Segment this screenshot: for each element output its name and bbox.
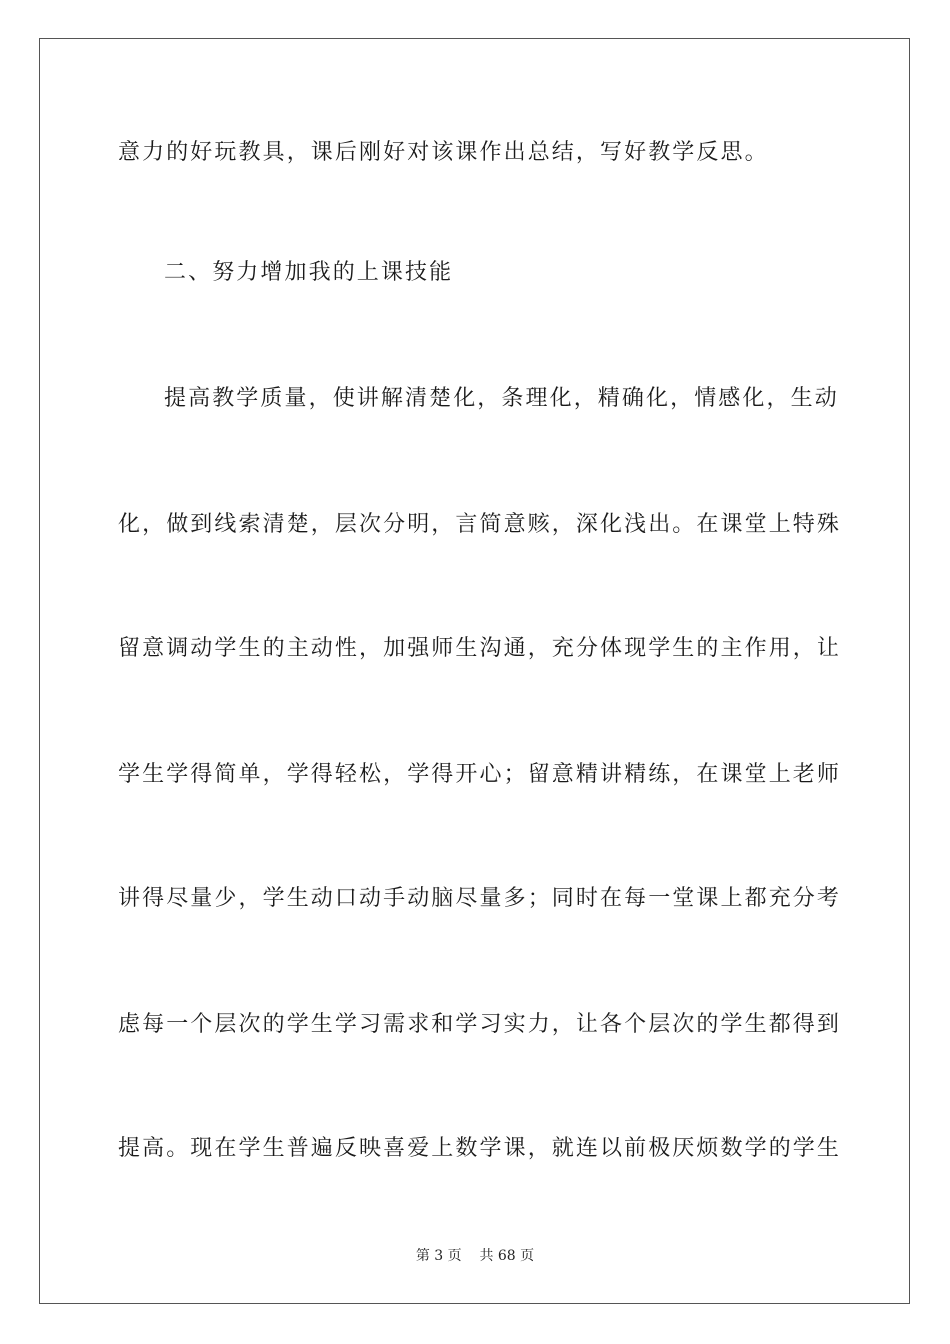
- paragraph-line: 留意调动学生的主动性，加强师生沟通，充分体现学生的主作用，让: [118, 636, 842, 661]
- page-footer: [0, 1246, 950, 1266]
- page-total: 共 68 页: [479, 1248, 535, 1264]
- paragraph-line: 学生学得简单，学得轻松，学得开心；留意精讲精练，在课堂上老师: [118, 762, 842, 787]
- paragraph-line: 意力的好玩教具，课后刚好对该课作出总结，写好教学反思。: [118, 140, 769, 165]
- page-number: 第 3 页: [415, 1248, 462, 1264]
- paragraph-line: 化，做到线索清楚，层次分明，言简意赅，深化浅出。在课堂上特殊: [118, 512, 842, 537]
- paragraph-line: 讲得尽量少，学生动口动手动脑尽量多；同时在每一堂课上都充分考: [118, 886, 842, 911]
- paragraph-line: 虑每一个层次的学生学习需求和学习实力，让各个层次的学生都得到: [118, 1012, 842, 1037]
- page-border: [39, 38, 910, 1304]
- paragraph-line: 提高教学质量，使讲解清楚化，条理化，精确化，情感化，生动: [164, 386, 839, 411]
- section-heading: 二、努力增加我的上课技能: [164, 260, 454, 285]
- paragraph-line: 提高。现在学生普遍反映喜爱上数学课，就连以前极厌烦数学的学生: [118, 1136, 842, 1161]
